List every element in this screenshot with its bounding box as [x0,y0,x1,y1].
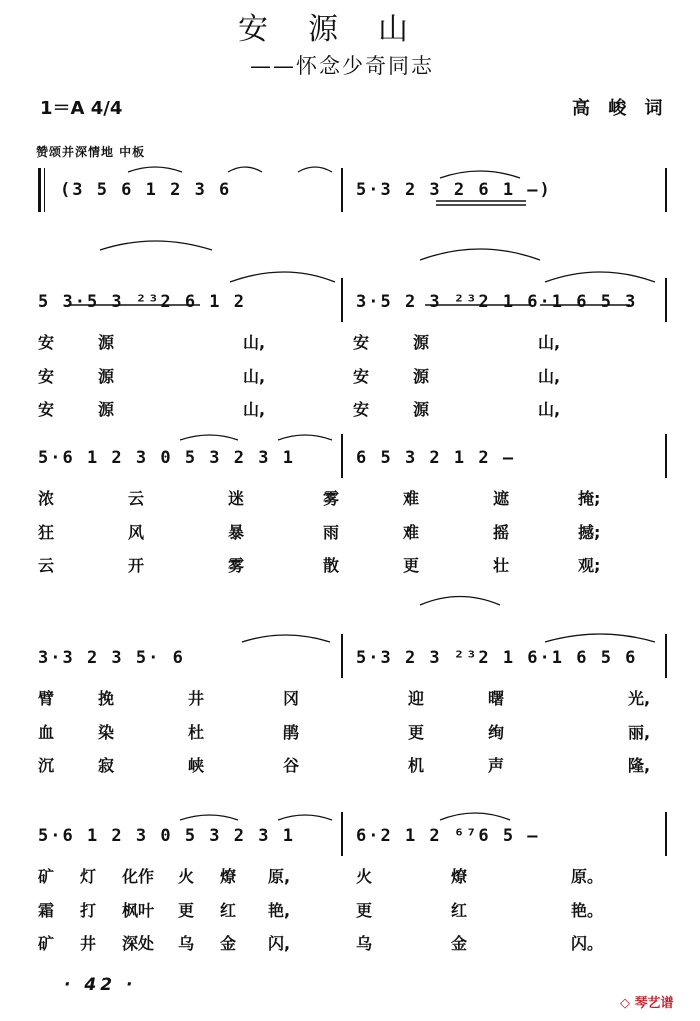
system-4-lyrics-verse-1: 臂 挽 井 冈 迎 曙 光, [38,689,651,708]
page-number: · 42 · [64,975,137,995]
system-4-lyrics-verse-3: 沉 寂 峡 谷 机 声 隆, [38,756,651,775]
watermark-icon: ◇ [620,996,630,1011]
system-2-measure-2: 3·5 2 3 ²³2 1 6·1 6 5 3 [356,292,638,312]
system-5-measure-2: 6·2 1 2 ⁶⁷6 5 — [356,826,540,846]
song-subtitle: ——怀念少奇同志 [250,54,434,78]
system-2-lyrics-verse-2: 安 源 山, 安 源 山, [38,367,561,386]
system-5-measure-1: 5·6 1 2 3 0 5 3 2 3 1 [38,826,295,846]
lyricist-credit: 高 峻 词 [572,98,669,119]
system-2-lyrics-verse-3: 安 源 山, 安 源 山, [38,400,561,419]
system-1-measure-1: (3 5 6 1 2 3 6 [60,180,232,200]
song-title: 安源山 [238,12,448,47]
system-3-lyrics-verse-2: 狂 风 暴 雨 难 摇 撼; [38,523,601,542]
system-2-measure-1: 5 3·5 3 ²³2 6 1 2 [38,292,246,312]
tempo-marking: 赞颂并深情地 中板 [36,145,146,159]
system-5-lyrics-verse-2: 霜 打 枫叶 更 红 艳, 更 红 艳。 [38,901,604,920]
watermark-text: 琴艺谱 [634,996,674,1011]
system-3-measure-2: 6 5 3 2 1 2 — [356,448,516,468]
system-1-measure-2: 5·3 2 3 2 6 1 —) [356,180,552,200]
system-4-measure-2: 5·3 2 3 ²³2 1 6·1 6 5 6 [356,648,638,668]
watermark-logo [620,992,674,1011]
system-2-lyrics-verse-1: 安 源 山, 安 源 山, [38,333,561,352]
system-4-lyrics-verse-2: 血 染 杜 鹃 更 绚 丽, [38,723,651,742]
system-3-lyrics-verse-1: 浓 云 迷 雾 难 遮 掩; [38,489,601,508]
system-4-measure-1: 3·3 2 3 5· 6 [38,648,185,668]
system-5-lyrics-verse-1: 矿 灯 化作 火 燎 原, 火 燎 原。 [38,867,604,886]
system-3-measure-1: 5·6 1 2 3 0 5 3 2 3 1 [38,448,295,468]
system-5-lyrics-verse-3: 矿 井 深处 乌 金 闪, 乌 金 闪。 [38,934,604,953]
key-signature: 1＝A 4/4 [40,98,123,119]
system-3-lyrics-verse-3: 云 开 雾 散 更 壮 观; [38,556,601,575]
